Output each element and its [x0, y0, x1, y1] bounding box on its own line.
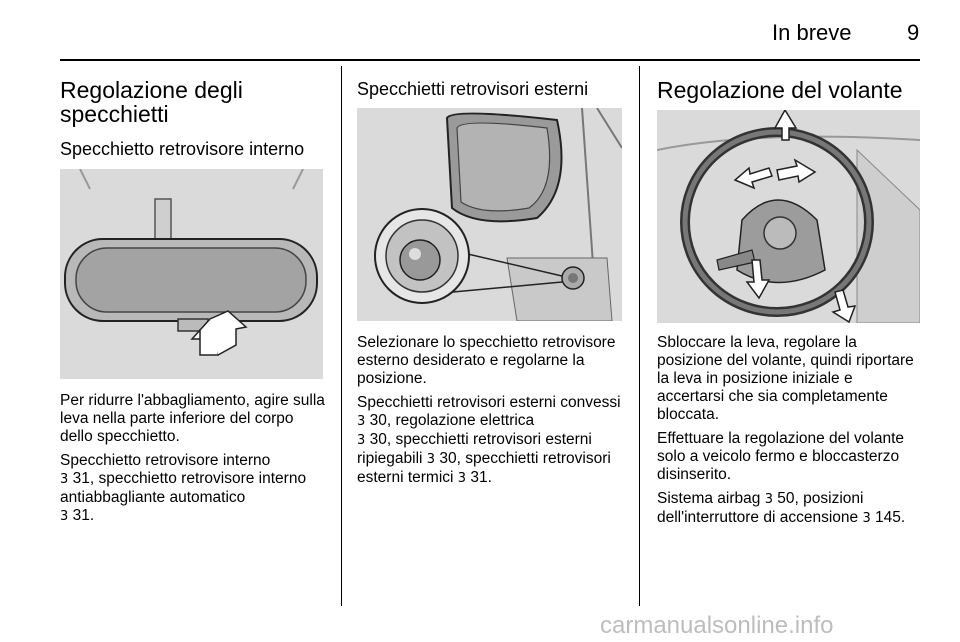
steering-wheel-drawing — [657, 110, 920, 323]
paragraph-unlock-lever: Sbloccare la leva, regolare la posizione del volante, quindi riportare la leva in posizione iniziale e accertarsi che sia completamente bloccata. — [657, 334, 914, 423]
exterior-mirror-drawing — [357, 108, 622, 321]
column-divider — [639, 66, 640, 606]
heading-mirror-adjustment: Regolazione degli specchietti — [60, 77, 243, 127]
crossref-link[interactable]: 30, regolazione elettrica — [369, 412, 535, 429]
page-header — [0, 0, 960, 60]
section-title: In breve — [772, 20, 852, 45]
paragraph-crossref: Sistema airbag 3 50, posizioni dell'interruttore di accensione 3 145. — [657, 490, 906, 526]
steering-wheel-illustration — [657, 110, 920, 323]
mirror-knob-icon — [400, 240, 440, 280]
paragraph-crossref: Specchietto retrovisore interno 3 31, specchietto retrovisore interno antiabbagliante automatico 3 31. — [60, 452, 307, 524]
crossref-icon: 3 — [357, 433, 366, 448]
crossref-link[interactable]: 31. — [470, 469, 492, 486]
crossref-link[interactable]: 50, posizioni dell'interruttore di accensione — [657, 490, 864, 526]
interior-mirror-drawing — [60, 169, 323, 379]
crossref-icon: 3 — [862, 511, 871, 526]
exterior-mirror-illustration — [357, 108, 622, 321]
interior-mirror-illustration — [60, 169, 323, 379]
crossref-link[interactable]: 31, specchietto retrovisore interno antiabbagliante automatico — [60, 470, 307, 506]
header-rule — [60, 59, 920, 61]
crossref-icon: 3 — [60, 472, 69, 487]
subheading-interior-mirror: Specchietto retrovisore interno — [60, 139, 305, 159]
subheading-exterior-mirrors: Specchietti retrovisori esterni — [357, 79, 589, 99]
text-block-steering-wheel — [657, 334, 922, 534]
crossref-link[interactable]: 30, specchietti retrovisori esterni termici — [357, 450, 611, 486]
heading-steering-wheel: Regolazione del volante — [657, 77, 903, 103]
paragraph-crossref: Specchietti retrovisori esterni convessi 3 30, regolazione elettrica 3 30, specchietti retrovisori esterni ripiegabili 3 30, specchietti retrovisori esterni termici 3 31. — [357, 394, 621, 486]
page-number: 9 — [907, 20, 920, 45]
paragraph-anti-glare: Per ridurre l'abbagliamento, agire sulla leva nella parte inferiore del corpo dello specchietto. — [60, 392, 325, 445]
text-block-interior-mirror — [60, 392, 330, 532]
crossref-icon: 3 — [426, 452, 436, 467]
crossref-link[interactable]: 145. — [875, 509, 906, 526]
paragraph-select-mirror: Selezionare lo specchietto retrovisore esterno desiderato e regolarne la posizione. — [357, 334, 616, 387]
crossref-icon: 3 — [764, 492, 773, 507]
crossref-icon: 3 — [60, 509, 69, 524]
text-block-exterior-mirrors — [357, 334, 622, 494]
crossref-link[interactable]: 30, specchietti retrovisori esterni ripiegabili — [357, 431, 592, 467]
paragraph-adjust-safety: Effettuare la regolazione del volante solo a veicolo fermo e bloccasterzo disinserito. — [657, 430, 905, 483]
crossref-link[interactable]: 31. — [72, 507, 95, 524]
watermark: carmanualsonline.info — [600, 612, 834, 639]
column-divider — [341, 66, 342, 606]
crossref-icon: 3 — [457, 471, 467, 486]
crossref-icon: 3 — [357, 414, 366, 429]
